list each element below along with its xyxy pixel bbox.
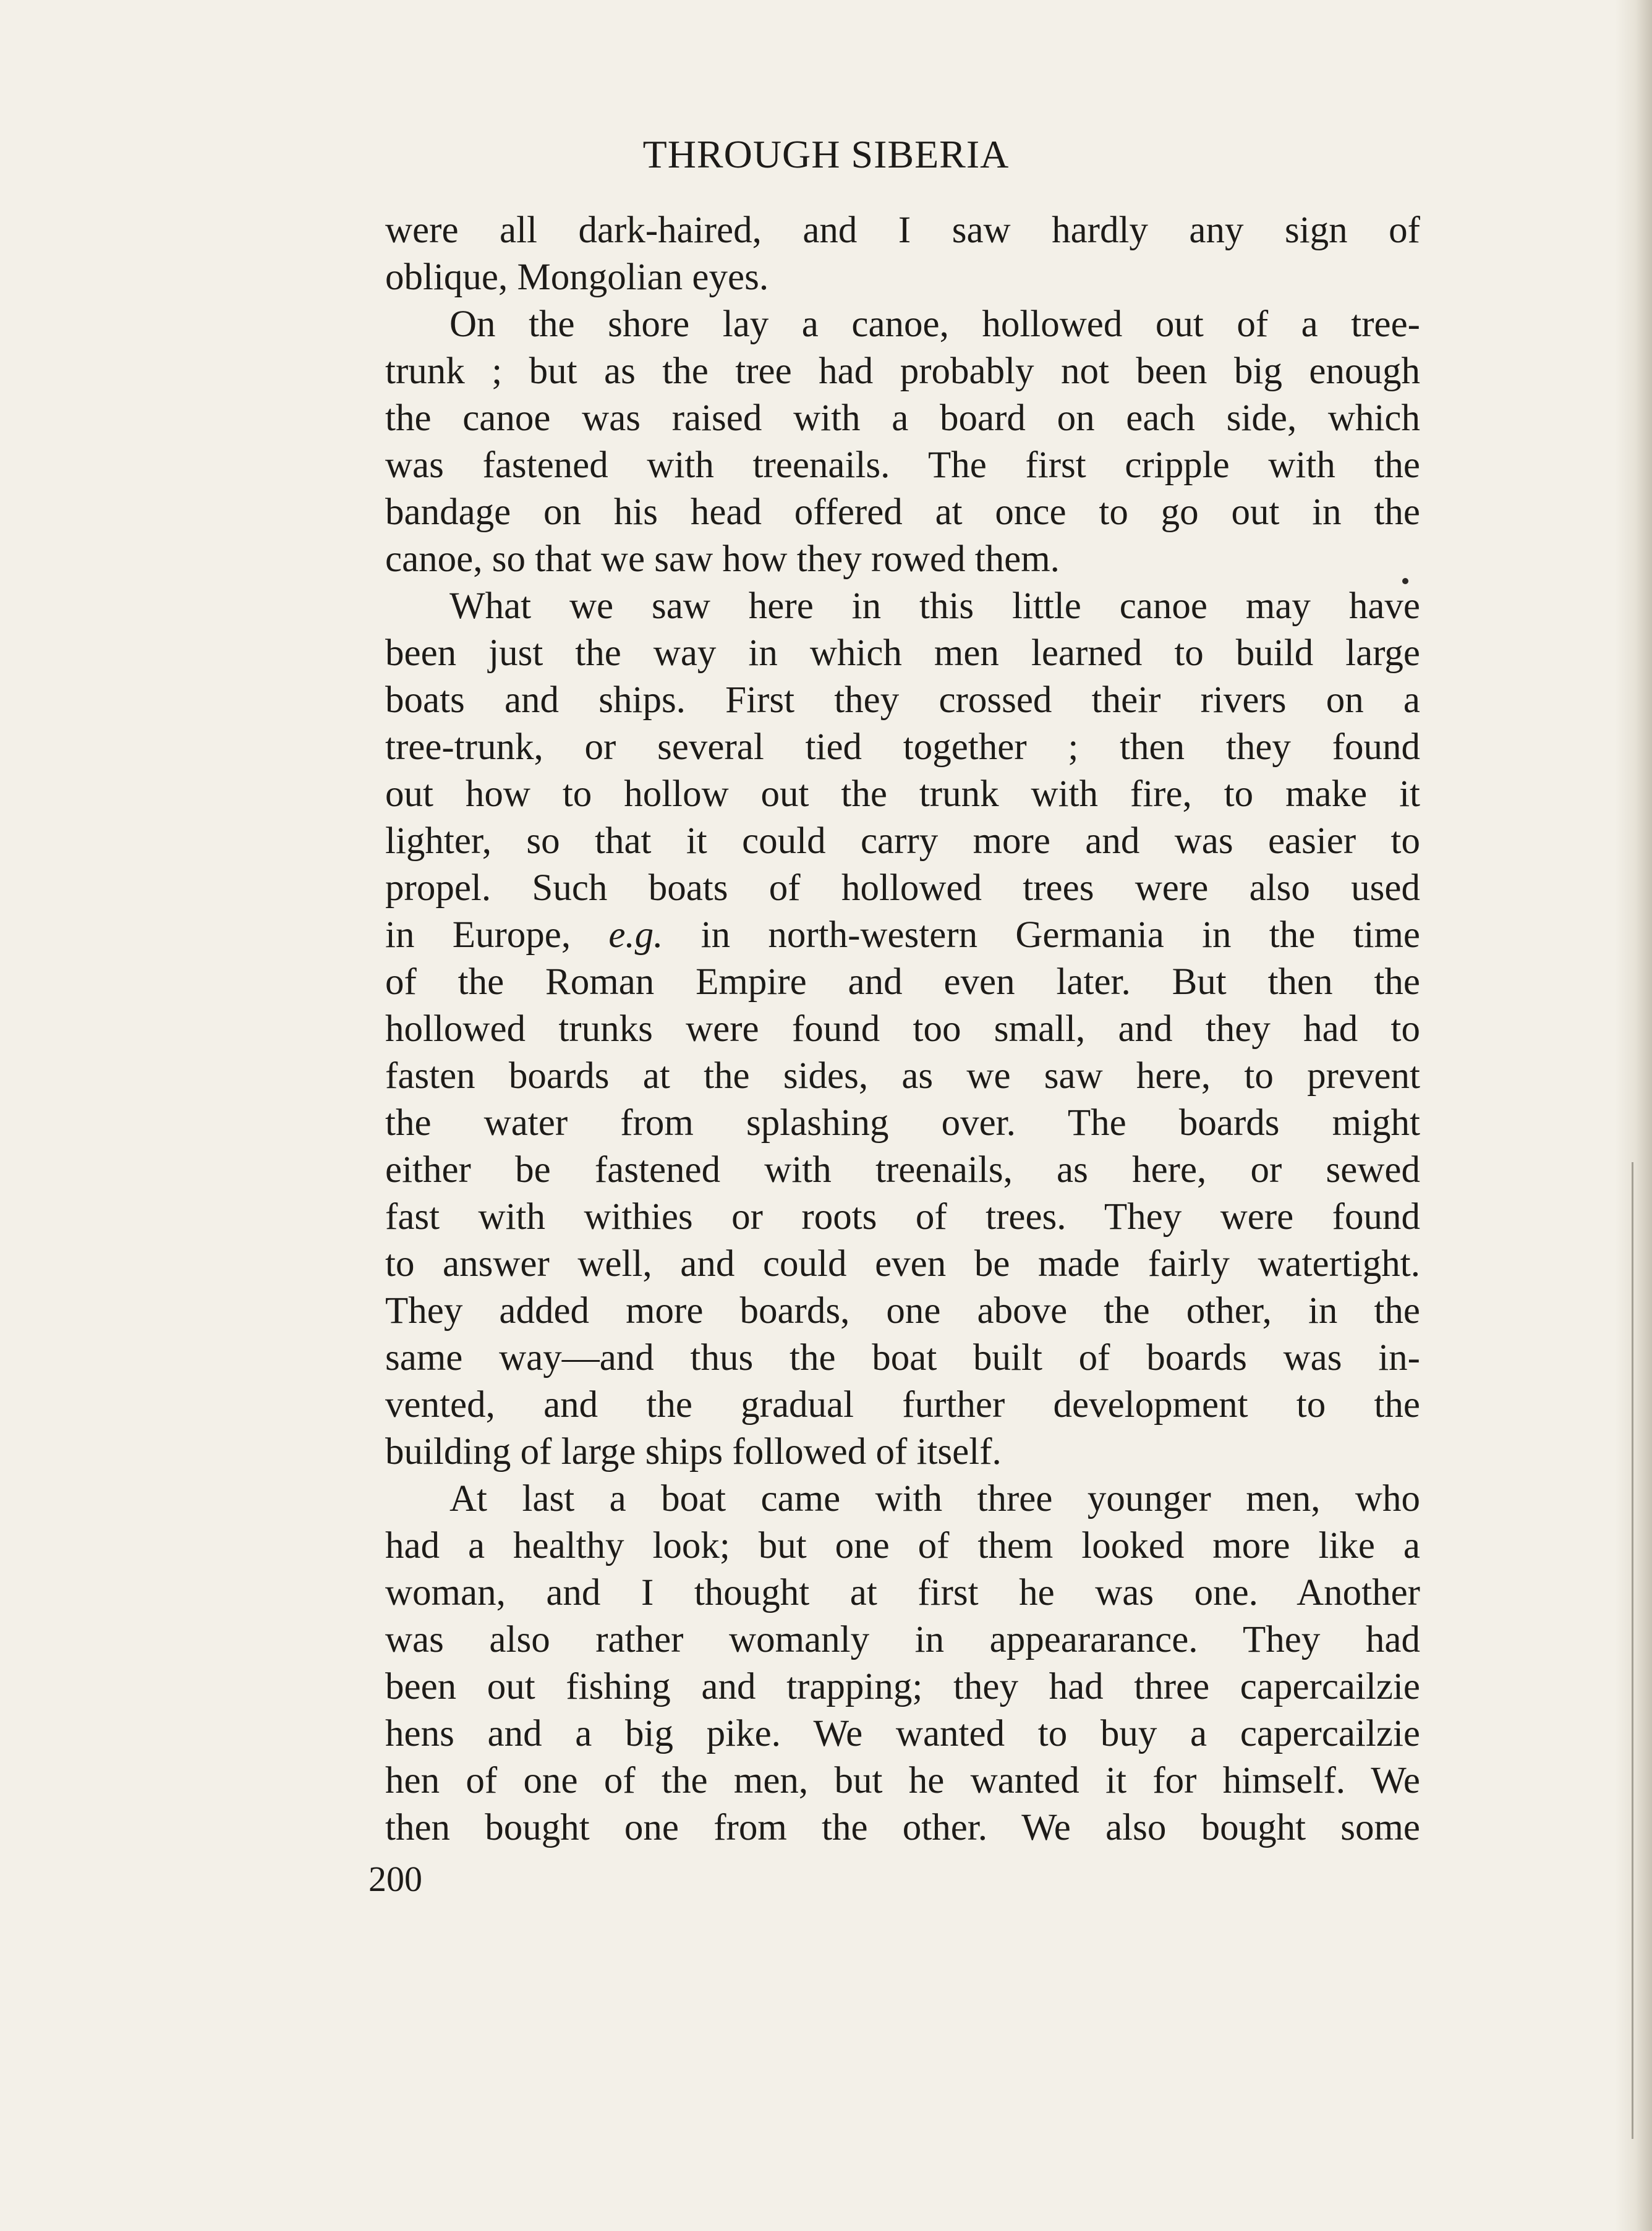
text-line: same way—and thus the boat built of boards was in- xyxy=(385,1337,1420,1379)
text-line: were all dark-haired, and I saw hardly any sign of xyxy=(385,210,1420,251)
text-line: oblique, Mongolian eyes. xyxy=(385,257,769,298)
text-line: What we saw here in this little canoe may have xyxy=(449,585,1420,627)
text-line: been just the way in which men learned to build large xyxy=(385,632,1420,674)
text-line: the water from splashing over. The boards might xyxy=(385,1102,1420,1144)
text-line: They added more boards, one above the other, in the xyxy=(385,1290,1420,1332)
text-line: was fastened with treenails. The first cripple with the xyxy=(385,444,1420,486)
text-line: hens and a big pike. We wanted to buy a capercailzie xyxy=(385,1713,1420,1754)
paragraph xyxy=(385,1476,1420,1851)
text-line: out how to hollow out the trunk with fire, to make it xyxy=(385,773,1420,815)
text-line: canoe, so that we saw how they rowed them. xyxy=(385,538,1060,580)
text-line: in Europe, e.g. in north-western Germania in the time xyxy=(385,914,1420,956)
text-line: fast with withies or roots of trees. They were found xyxy=(385,1196,1420,1238)
text-line: fasten boards at the sides, as we saw here, to prevent xyxy=(385,1055,1420,1097)
text-line: vented, and the gradual further development to the xyxy=(385,1384,1420,1426)
text-line: At last a boat came with three younger men, who xyxy=(449,1478,1420,1519)
text-line: been out fishing and trapping; they had three capercailzie xyxy=(385,1666,1420,1707)
page-number: 200 xyxy=(368,1859,422,1899)
text-line: woman, and I thought at first he was one. Another xyxy=(385,1572,1420,1613)
text-line: was also rather womanly in appeararance. They had xyxy=(385,1619,1420,1660)
body-text xyxy=(385,207,1420,1851)
text-line: had a healthy look; but one of them looked more like a xyxy=(385,1525,1420,1566)
text-line: trunk ; but as the tree had probably not been big enough xyxy=(385,351,1420,392)
text-line: building of large ships followed of itself. xyxy=(385,1431,1002,1472)
text-line: bandage on his head offered at once to go out in the xyxy=(385,491,1420,533)
text-line: either be fastened with treenails, as here, or sewed xyxy=(385,1149,1420,1191)
page-edge-shadow xyxy=(1615,0,1652,2231)
text-line: propel. Such boats of hollowed trees were also used xyxy=(385,867,1420,909)
text-line: hen of one of the men, but he wanted it for himself. We xyxy=(385,1760,1420,1801)
text-line: boats and ships. First they crossed their rivers on a xyxy=(385,679,1420,721)
text-line: of the Roman Empire and even later. But then the xyxy=(385,961,1420,1003)
text-line: lighter, so that it could carry more and was easier to xyxy=(385,820,1420,862)
text-line: the canoe was raised with a board on each side, which xyxy=(385,397,1420,439)
paragraph xyxy=(385,301,1420,583)
paragraph xyxy=(385,207,1420,301)
paragraph xyxy=(385,583,1420,1476)
text-line: On the shore lay a canoe, hollowed out of a tree- xyxy=(449,304,1420,345)
text-line: hollowed trunks were found too small, and they had to xyxy=(385,1008,1420,1050)
text-line: to answer well, and could even be made fairly watertight. xyxy=(385,1243,1420,1285)
text-line: then bought one from the other. We also bought some xyxy=(385,1807,1420,1848)
running-head: THROUGH SIBERIA xyxy=(642,132,1010,176)
page-edge-line xyxy=(1632,1162,1633,2139)
text-line: tree-trunk, or several tied together ; then they found xyxy=(385,726,1420,768)
